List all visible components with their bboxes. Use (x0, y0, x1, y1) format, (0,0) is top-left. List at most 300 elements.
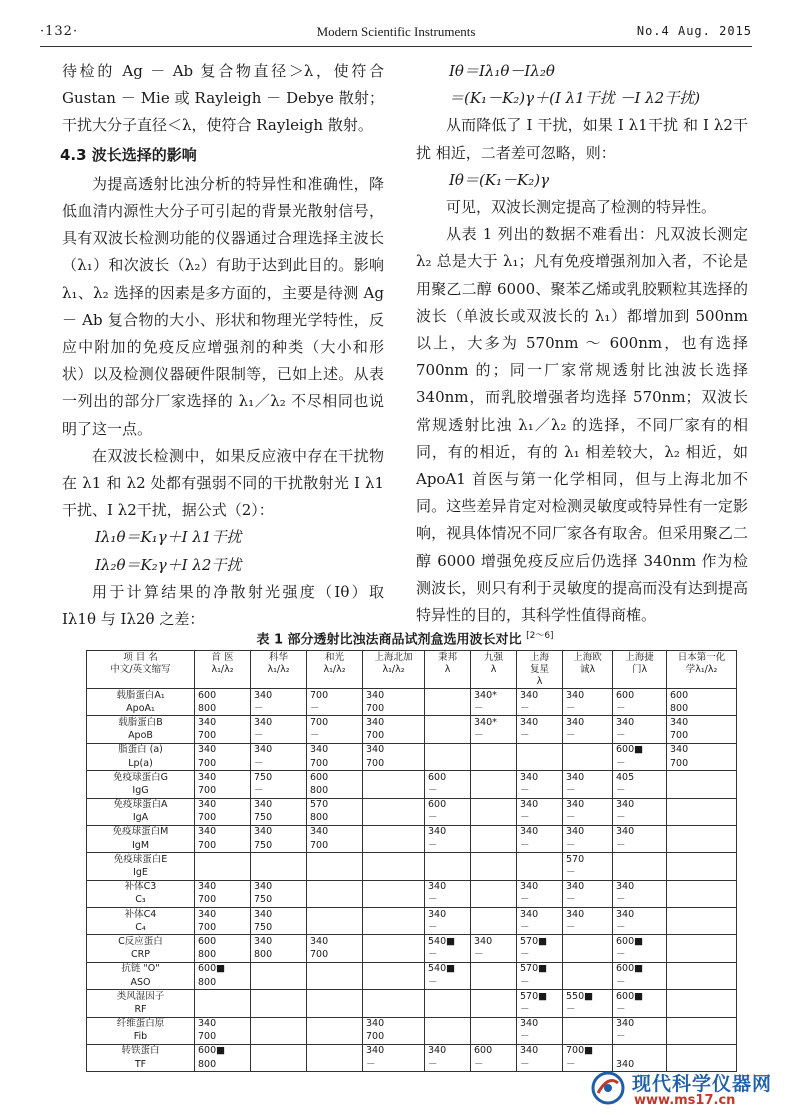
wavelength-cell: 540■ (425, 935, 471, 949)
item-name-cell: IgE (87, 866, 195, 880)
wavelength-cell (667, 908, 737, 922)
wavelength-cell (425, 757, 471, 771)
wavelength-cell (251, 976, 307, 990)
wavelength-cell (307, 866, 363, 880)
wavelength-cell (613, 866, 667, 880)
wavelength-cell: 800 (307, 784, 363, 798)
wavelength-cell: 340 (425, 908, 471, 922)
wavelength-cell (307, 921, 363, 935)
wavelength-cell: － (425, 976, 471, 990)
wavelength-cell: 750 (251, 771, 307, 785)
wavelength-cell: 340 (307, 743, 363, 757)
wavelength-cell: 600 (613, 689, 667, 703)
wavelength-cell: 700 (195, 812, 251, 826)
wavelength-cell: 340 (517, 716, 563, 730)
wavelength-cell: 700 (363, 1031, 425, 1045)
item-name-cell: 类风湿因子 (87, 990, 195, 1004)
table-row (87, 798, 737, 812)
wavelength-cell: － (613, 839, 667, 853)
wavelength-cell (667, 976, 737, 990)
table-row (87, 908, 737, 922)
wavelength-cell (363, 935, 425, 949)
wavelength-cell: 800 (195, 1058, 251, 1072)
wavelength-cell: － (425, 1058, 471, 1072)
wavelength-cell: 340 (363, 1017, 425, 1031)
item-name-cell: 转铁蛋白 (87, 1044, 195, 1058)
wavelength-cell (363, 949, 425, 963)
wavelength-cell: 340 (363, 716, 425, 730)
wavelength-cell (667, 894, 737, 908)
table-caption-text: 表 1 部分透射比浊法商品试剂盒选用波长对比 (256, 632, 522, 648)
wavelength-cell: 600■ (613, 962, 667, 976)
wavelength-cell: 340 (517, 880, 563, 894)
wavelength-cell: 570■ (517, 990, 563, 1004)
wavelength-cell (471, 1017, 517, 1031)
wavelength-cell: － (425, 921, 471, 935)
wavelength-cell: － (425, 839, 471, 853)
wavelength-cell: － (517, 839, 563, 853)
wavelength-cell: 340 (517, 689, 563, 703)
paragraph: 从而降低了 I 干扰，如果 I λ1干扰 和 I λ2干扰 相近，二者差可忽略，则： (416, 116, 748, 162)
wavelength-cell: － (517, 730, 563, 744)
table-row (87, 689, 737, 703)
wavelength-cell: 340 (195, 743, 251, 757)
wavelength-cell: 700 (307, 689, 363, 703)
wavelength-cell: － (517, 949, 563, 963)
table-row (87, 880, 737, 894)
wavelength-cell (363, 880, 425, 894)
wavelength-cell: 800 (667, 702, 737, 716)
column-header: 秉邦 λ (425, 651, 471, 689)
paragraph: 从表 1 列出的数据不难看出：凡双波长测定 λ₂ 总是大于 λ₁；凡有免疫增强剂加入者，不论是用聚乙二醇 6000、聚苯乙烯或乳胶颗粒其选择的波长（单波长或双波长的 λ₁）都增加到 500nm 以上，大多为 570nm ～ 600nm，也有选择 700nm 的；同一厂家常规透射比浊波长选择 340nm，而乳胶增强者均选择 570nm；双波长常规透射比浊 λ₁／λ₂ 的选择，不同厂家有的相同，有的相近，有的 λ₁ 相差较大，λ₂ 相近，如 ApoA1 首医与第一化学相同，但与上海北加不同。这些差异肯定对检测灵敏度或特异性有一定影响，视具体情况不同厂家各有取舍。但采用聚乙二醇 6000 增强免疫反应后仍选择 340nm 作为检测波长，则只有利于灵敏度的提高而没有达到提高特异性的目的，其科学性值得商榷。 (416, 225, 748, 625)
journal-title: Modern Scientific Instruments (316, 24, 476, 39)
wavelength-cell (471, 962, 517, 976)
wavelength-cell: 800 (195, 702, 251, 716)
wavelength-cell (307, 880, 363, 894)
table-row (87, 1003, 737, 1017)
item-name-cell: 补体C3 (87, 880, 195, 894)
wavelength-cell: 600 (425, 798, 471, 812)
wavelength-cell: － (563, 839, 613, 853)
wavelength-cell: 340 (563, 689, 613, 703)
wavelength-cell: 700 (195, 894, 251, 908)
table-row (87, 935, 737, 949)
wavelength-cell: － (613, 812, 667, 826)
wavelength-cell: 340 (667, 743, 737, 757)
table-row (87, 1031, 737, 1045)
wavelength-cell: 340 (251, 743, 307, 757)
table-row (87, 730, 737, 744)
wavelength-cell: － (563, 702, 613, 716)
wavelength-cell (363, 962, 425, 976)
column-header: 和光 λ₁/λ₂ (307, 651, 363, 689)
wavelength-cell: 340 (517, 1044, 563, 1058)
equation: Iλ₂θ＝K₂γ＋I λ2干扰 (95, 555, 242, 574)
wavelength-cell: － (517, 921, 563, 935)
site-logo-icon (590, 1071, 626, 1105)
item-name-cell: CRP (87, 949, 195, 963)
item-name-cell: IgG (87, 784, 195, 798)
table-row (87, 853, 737, 867)
wavelength-cell (667, 866, 737, 880)
wavelength-cell: 800 (195, 976, 251, 990)
wavelength-cell: 700 (363, 702, 425, 716)
wavelength-cell: 340 (251, 798, 307, 812)
wavelength-cell (425, 1017, 471, 1031)
wavelength-cell (471, 839, 517, 853)
item-name-cell: 免疫球蛋白M (87, 825, 195, 839)
wavelength-cell: 340 (251, 880, 307, 894)
table-row (87, 839, 737, 853)
running-header (40, 22, 752, 44)
wavelength-cell (563, 949, 613, 963)
paragraph: 可见，双波长测定提高了检测的特异性。 (446, 198, 717, 217)
wavelength-cell (195, 990, 251, 1004)
wavelength-cell (471, 853, 517, 867)
wavelength-cell: 340* (471, 716, 517, 730)
item-name-cell: 抗链 "O" (87, 962, 195, 976)
table-row (87, 812, 737, 826)
wavelength-cell (471, 1003, 517, 1017)
wavelength-cell: 750 (251, 812, 307, 826)
wavelength-cell (307, 962, 363, 976)
column-header: 科华 λ₁/λ₂ (251, 651, 307, 689)
wavelength-cell: 340 (563, 771, 613, 785)
wavelength-cell (307, 990, 363, 1004)
wavelength-cell: 600 (307, 771, 363, 785)
wavelength-cell: 340 (307, 825, 363, 839)
wavelength-cell: 700 (363, 757, 425, 771)
page-number: ·132· (40, 24, 79, 39)
wavelength-cell: － (563, 812, 613, 826)
wavelength-cell: － (251, 757, 307, 771)
wavelength-cell (471, 990, 517, 1004)
table-row (87, 949, 737, 963)
wavelength-cell: 340 (613, 798, 667, 812)
wavelength-cell: 340 (517, 1017, 563, 1031)
wavelength-cell: 340 (425, 1044, 471, 1058)
wavelength-cell (195, 853, 251, 867)
item-name-cell: ApoB (87, 730, 195, 744)
wavelength-cell: 340 (251, 935, 307, 949)
wavelength-cell: 700 (195, 784, 251, 798)
wavelength-cell: 700 (195, 839, 251, 853)
wavelength-cell: － (613, 702, 667, 716)
wavelength-cell (471, 757, 517, 771)
wavelength-cell (667, 921, 737, 935)
wavelength-cell: 600■ (195, 962, 251, 976)
wavelength-cell (471, 771, 517, 785)
wavelength-cell (307, 976, 363, 990)
wavelength-cell: 340 (251, 825, 307, 839)
wavelength-cell (363, 784, 425, 798)
wavelength-cell (307, 1003, 363, 1017)
wavelength-cell: 700 (195, 1031, 251, 1045)
wavelength-cell: － (613, 894, 667, 908)
wavelength-cell (363, 798, 425, 812)
wavelength-cell (307, 908, 363, 922)
wavelength-cell: 700 (667, 730, 737, 744)
equation: ＝(K₁－K₂)γ＋(I λ1干扰 －I λ2干扰) (449, 89, 701, 108)
column-header: 上海 复星 λ (517, 651, 563, 689)
wavelength-cell (517, 866, 563, 880)
wavelength-cell: 600 (471, 1044, 517, 1058)
wavelength-cell (667, 825, 737, 839)
wavelength-cell (251, 1003, 307, 1017)
wavelength-cell: － (471, 730, 517, 744)
wavelength-cell (363, 812, 425, 826)
wavelength-cell (471, 894, 517, 908)
wavelength-cell: － (563, 866, 613, 880)
wavelength-cell (667, 798, 737, 812)
wavelength-cell: － (517, 702, 563, 716)
item-name-cell: IgM (87, 839, 195, 853)
table-header-row (87, 651, 737, 689)
wavelength-cell: － (307, 730, 363, 744)
wavelength-cell: － (563, 1058, 613, 1072)
wavelength-cell (307, 1058, 363, 1072)
table-row (87, 716, 737, 730)
wavelength-cell (195, 1003, 251, 1017)
wavelength-cell: － (251, 784, 307, 798)
table-row (87, 825, 737, 839)
paragraph: 待检的 Ag － Ab 复合物直径＞λ，使符合 Gustan － Mie 或 Rayleigh － Debye 散射；干扰大分子直径＜λ，使符合 Rayleigh 散射。 (62, 62, 384, 135)
wavelength-cell (425, 730, 471, 744)
wavelength-cell: 700 (307, 757, 363, 771)
wavelength-cell: 340 (195, 1017, 251, 1031)
wavelength-cell: 340 (251, 689, 307, 703)
wavelength-cell: － (517, 784, 563, 798)
wavelength-cell (425, 990, 471, 1004)
table-row (87, 921, 737, 935)
wavelength-cell (667, 880, 737, 894)
watermark (590, 1067, 790, 1111)
wavelength-cell: － (563, 1003, 613, 1017)
wavelength-cell: － (471, 949, 517, 963)
item-name-cell: 免疫球蛋白A (87, 798, 195, 812)
table-row (87, 962, 737, 976)
wavelength-cell (251, 853, 307, 867)
wavelength-cell (363, 839, 425, 853)
item-name-cell: 纤维蛋白原 (87, 1017, 195, 1031)
wavelength-cell (251, 990, 307, 1004)
wavelength-cell: 570■ (517, 962, 563, 976)
wavelength-cell: － (425, 949, 471, 963)
wavelength-cell (251, 866, 307, 880)
wavelength-cell (251, 1031, 307, 1045)
wavelength-cell: 340 (251, 716, 307, 730)
wavelength-cell: 340 (563, 825, 613, 839)
item-name-cell: C反应蛋白 (87, 935, 195, 949)
wavelength-cell: 750 (251, 894, 307, 908)
wavelength-cell (363, 990, 425, 1004)
wavelength-cell (471, 866, 517, 880)
wavelength-cell (251, 962, 307, 976)
wavelength-cell: － (613, 784, 667, 798)
wavelength-cell (425, 716, 471, 730)
wavelength-cell: 700 (307, 949, 363, 963)
wavelength-cell: 340 (363, 1044, 425, 1058)
paragraph: 为提高透射比浊分析的特异性和准确性，降低血清内源性大分子可引起的背景光散射信号，具有双波长检测功能的仪器通过合理选择主波长（λ₁）和次波长（λ₂）有助于达到此目的。影响 λ₁、λ₂ 选择的因素是多方面的，主要是待测 Ag － Ab 复合物的大小、形状和物理光学特性，反应中附加的免疫反应增强剂的种类（大小和形状）以及检测仪器硬件限制等，已如上述。从表一列出的部分厂家选择的 λ₁／λ₂ 不尽相同也说明了这一点。 (62, 174, 384, 438)
table-body (87, 689, 737, 1072)
wavelength-cell: 340 (425, 880, 471, 894)
wavelength-cell (471, 812, 517, 826)
item-name-cell: ApoA₁ (87, 702, 195, 716)
wavelength-cell: 570 (307, 798, 363, 812)
wavelength-cell: 340 (517, 908, 563, 922)
wavelength-cell (363, 894, 425, 908)
wavelength-cell: 700 (195, 921, 251, 935)
wavelength-cell: 340 (307, 935, 363, 949)
wavelength-cell: 700 (195, 757, 251, 771)
wavelength-cell: 340 (195, 880, 251, 894)
wavelength-cell: 340 (613, 716, 667, 730)
wavelength-cell: 600■ (613, 990, 667, 1004)
wavelength-cell (563, 976, 613, 990)
wavelength-cell (425, 743, 471, 757)
table-row (87, 976, 737, 990)
wavelength-cell (471, 825, 517, 839)
section-heading: 4.3 波长选择的影响 (60, 145, 197, 164)
item-name-cell: ASO (87, 976, 195, 990)
wavelength-cell: 340 (195, 798, 251, 812)
wavelength-cell: 700 (307, 716, 363, 730)
item-name-cell: C₄ (87, 921, 195, 935)
table-row (87, 757, 737, 771)
wavelength-cell (251, 1017, 307, 1031)
wavelength-cell: 750 (251, 839, 307, 853)
watermark-title: 现代科学仪器网 (632, 1073, 773, 1095)
wavelength-cell (307, 1044, 363, 1058)
wavelength-cell: － (307, 702, 363, 716)
wavelength-cell: 340 (251, 908, 307, 922)
wavelength-cell (563, 962, 613, 976)
wavelength-cell (363, 771, 425, 785)
item-name-cell: 补体C4 (87, 908, 195, 922)
wavelength-cell: 340 (563, 908, 613, 922)
wavelength-cell (667, 853, 737, 867)
wavelength-cell: 340 (195, 771, 251, 785)
wavelength-cell: － (363, 1058, 425, 1072)
column-header: 日本第一化 学λ₁/λ₂ (667, 651, 737, 689)
wavelength-cell: － (517, 1031, 563, 1045)
equation: Iλ₁θ＝K₁γ＋I λ1干扰 (95, 528, 242, 547)
wavelength-cell: － (613, 1003, 667, 1017)
wavelength-cell (425, 1003, 471, 1017)
wavelength-cell: 570 (563, 853, 613, 867)
wavelength-cell: 340 (613, 1017, 667, 1031)
wavelength-cell (425, 702, 471, 716)
wavelength-cell: － (517, 812, 563, 826)
wavelength-cell: － (613, 976, 667, 990)
wavelength-cell: － (563, 784, 613, 798)
wavelength-cell: － (425, 784, 471, 798)
item-name-cell: TF (87, 1058, 195, 1072)
column-header: 上海欧 诚λ (563, 651, 613, 689)
wavelength-cell (471, 880, 517, 894)
wavelength-cell: 340 (195, 908, 251, 922)
wavelength-cell (563, 757, 613, 771)
wavelength-cell: 340 (613, 880, 667, 894)
wavelength-cell: 600 (195, 935, 251, 949)
table-row (87, 743, 737, 757)
wavelength-cell (471, 1031, 517, 1045)
table-row (87, 894, 737, 908)
wavelength-cell (613, 1044, 667, 1058)
wavelength-cell: 340 (425, 825, 471, 839)
wavelength-cell (471, 743, 517, 757)
wavelength-cell (195, 866, 251, 880)
wavelength-cell (307, 1017, 363, 1031)
wavelength-cell (425, 853, 471, 867)
table-caption (62, 628, 748, 647)
wavelength-cell (517, 853, 563, 867)
wavelength-cell: 600■ (613, 935, 667, 949)
wavelength-cell (667, 1031, 737, 1045)
wavelength-cell (363, 853, 425, 867)
wavelength-cell: 340 (613, 908, 667, 922)
wavelength-cell (425, 866, 471, 880)
item-name-cell: 脂蛋白 (a) (87, 743, 195, 757)
table-row (87, 1044, 737, 1058)
equation: Iθ＝(K₁－K₂)γ (449, 170, 550, 189)
wavelength-cell: － (425, 894, 471, 908)
item-name-cell: RF (87, 1003, 195, 1017)
watermark-url: www.ms17.cn (634, 1093, 736, 1108)
table-row (87, 866, 737, 880)
wavelength-cell: 750 (251, 921, 307, 935)
wavelength-cell (307, 894, 363, 908)
wavelength-cell: － (517, 1003, 563, 1017)
wavelength-cell (363, 1003, 425, 1017)
wavelength-cell: 340 (613, 825, 667, 839)
item-name-cell: Fib (87, 1031, 195, 1045)
wavelength-cell: 340 (563, 880, 613, 894)
wavelength-cell (667, 935, 737, 949)
wavelength-cell (471, 976, 517, 990)
wavelength-cell: － (563, 921, 613, 935)
wavelength-cell: － (563, 894, 613, 908)
wavelength-cell: － (563, 730, 613, 744)
wavelength-cell: 340 (613, 1058, 667, 1072)
wavelength-cell: － (613, 730, 667, 744)
wavelength-cell (251, 1044, 307, 1058)
column-header: 上海北加 λ₁/λ₂ (363, 651, 425, 689)
wavelength-cell (363, 825, 425, 839)
wavelength-cell (563, 743, 613, 757)
wavelength-table (86, 650, 737, 1072)
wavelength-cell (517, 743, 563, 757)
wavelength-cell: 340* (471, 689, 517, 703)
item-name-cell: IgA (87, 812, 195, 826)
wavelength-cell (471, 784, 517, 798)
wavelength-cell: 600■ (195, 1044, 251, 1058)
wavelength-cell: 340 (363, 743, 425, 757)
wavelength-cell (667, 1017, 737, 1031)
wavelength-cell (667, 1044, 737, 1058)
wavelength-cell: 340 (195, 825, 251, 839)
item-name-cell: C₃ (87, 894, 195, 908)
header-rule (40, 46, 752, 47)
table-row (87, 784, 737, 798)
left-column (62, 58, 384, 633)
wavelength-cell (363, 866, 425, 880)
table-row (87, 990, 737, 1004)
item-name-cell: 载脂蛋白B (87, 716, 195, 730)
wavelength-cell (563, 1017, 613, 1031)
wavelength-cell: － (613, 1031, 667, 1045)
wavelength-cell: 800 (307, 812, 363, 826)
